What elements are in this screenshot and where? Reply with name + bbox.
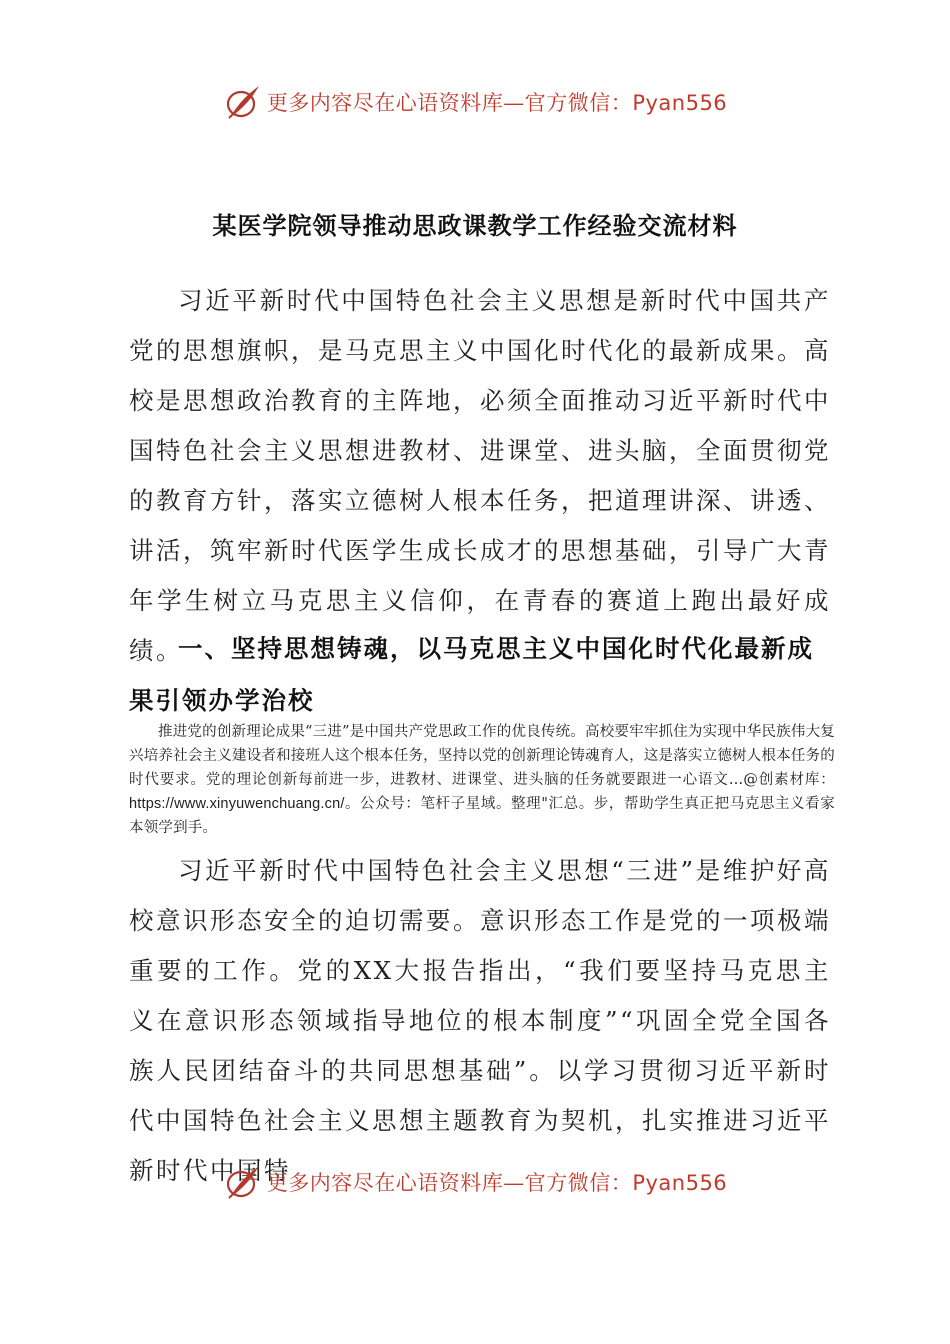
quill-logo-icon xyxy=(223,82,263,122)
source-url-text: https://www.xinyuwenchuang.cn/ xyxy=(129,796,345,812)
header-banner-text: 更多内容尽在心语资料库—官方微信：Pyan556 xyxy=(266,91,728,115)
body-paragraph-2: 习近平新时代中国特色社会主义思想“三进”是维护好高校意识形态安全的迫切需要。意识形态工作是党的一项极端重要的工作。党的XX大报告指出，“我们要坚持马克思主义在意识形态领域指导地位的根本制度”“巩固全党全国各族人民团结奋斗的共同思想基础”。以学习贯彻习近平新时代中国特色社会主义思想主题教育为契机，扎实推进习近平新时代中国特 xyxy=(129,856,831,1185)
section-heading-1: 一、坚持思想铸魂，以马克思主义中国化时代化最新成果引领办学治校 xyxy=(129,634,814,715)
footer-banner xyxy=(0,1162,950,1202)
quill-logo-icon xyxy=(223,1162,263,1202)
document-title: 某医学院领导推动思政课教学工作经验交流材料 xyxy=(212,212,738,240)
header-banner xyxy=(0,82,950,122)
inserted-note-paragraph: 推进党的创新理论成果“三进”是中国共产党思政工作的优良传统。高校要牢牢抓住为实现中华民族伟大复兴培养社会主义建设者和接班人这个根本任务，坚持以党的创新理论铸魂育人，这是落实立德树人根本任务的时代要求。党的理论创新每前进一步，进教材、进课堂、进头脑的任务就要跟进一心语文…@创素材库：https://www.xinyuwenchuang.cn/。公众号：笔杆子星域。整理"汇总。步，帮助学生真正把马克思主义看家本领学到手。 xyxy=(129,724,835,836)
footer-banner-text: 更多内容尽在心语资料库—官方微信：Pyan556 xyxy=(266,1171,728,1195)
intro-paragraph: 习近平新时代中国特色社会主义思想是新时代中国共产党的思想旗帜，是马克思主义中国化时代化的最新成果。高校是思想政治教育的主阵地，必须全面推动习近平新时代中国特色社会主义思想进教材、进课堂、进头脑，全面贯彻党的教育方针，落实立德树人根本任务，把道理讲深、讲透、讲活，筑牢新时代医学生成长成才的思想基础，引导广大青年学生树立马克思主义信仰，在青春的赛道上跑出最好成绩。 xyxy=(129,286,831,665)
